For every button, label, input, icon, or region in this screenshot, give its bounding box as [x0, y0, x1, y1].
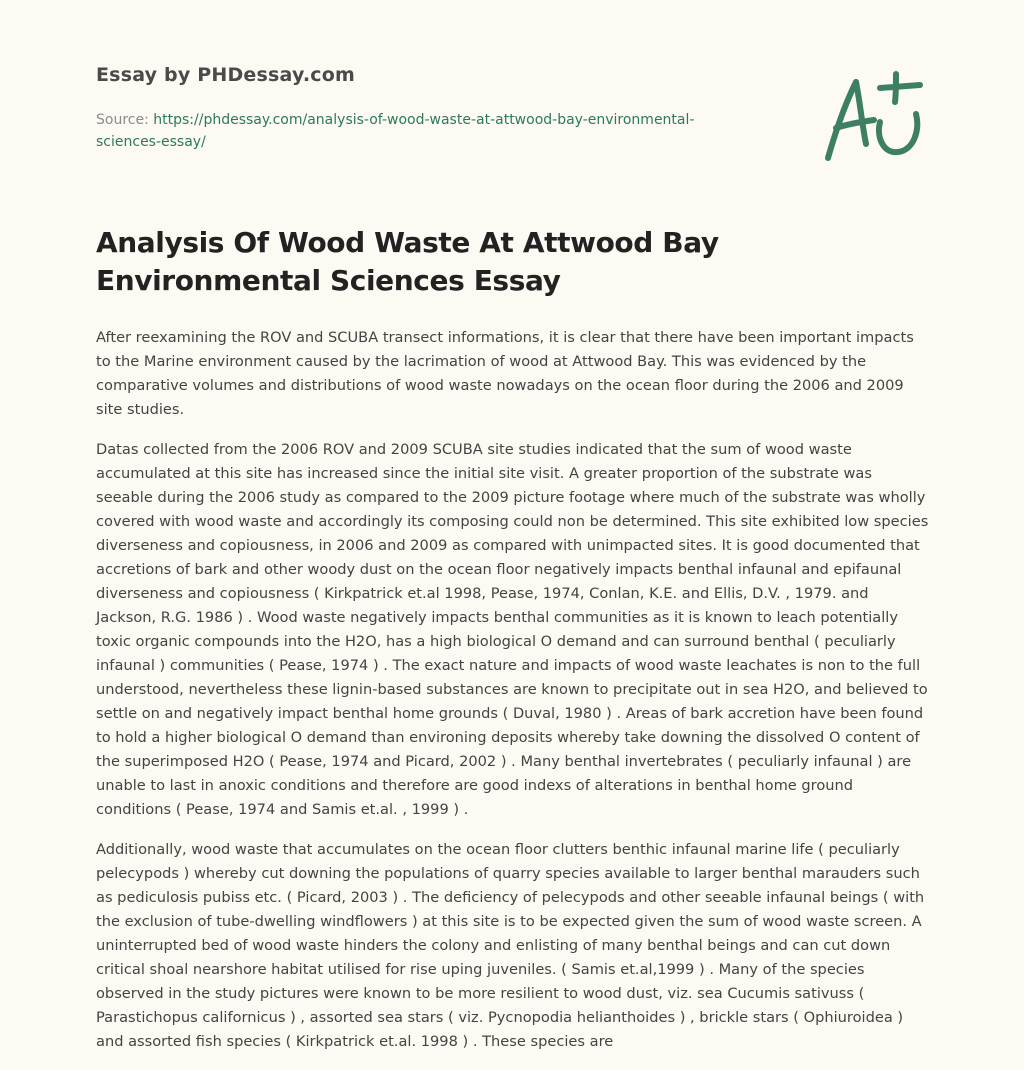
essay-paragraph: Datas collected from the 2006 ROV and 2009 SCUBA site studies indicated that the sum of wood waste accumulated at this site has increased since the initial site visit. A greater proportion of the substrate was seeable during the 2006 study as compared to the 2009 picture footage where much of the substrate was wholly covered with wood waste and accordingly its composing could non be determined. This site exhibited low species diverseness and copiousness, in 2006 and 2009 as compared with unimpacted sites. It is good documented that accretions of bark and other woody dust on the ocean floor negatively impacts benthal infaunal and epifaunal diverseness and copiousness ( Kirkpatrick et.al 1998, Pease, 1974, Conlan, K.E. and Ellis, D.V. , 1979. and Jackson, R.G. 1986 ) . Wood waste negatively impacts benthal communities as it is known to leach potentially toxic organic compounds into the H2O, has a high biological O demand and can surround benthal ( peculiarly infaunal ) communities ( Pease, 1974 ) . The exact nature and impacts of wood waste leachates is non to the full understood, nevertheless these lignin-based substances are known to precipitate out in sea H2O, and believed to settle on and negatively impact benthal home grounds ( Duval, 1980 ) . Areas of bark accretion have been found to hold a higher biological O demand than environing deposits whereby take downing the dissolved O content of the superimposed H2O ( Pease, 1974 and Picard, 2002 ) . Many benthal invertebrates ( peculiarly infaunal ) are unable to last in anoxic conditions and therefore are good indexs of alterations in benthal home ground conditions ( Pease, 1974 and Samis et.al. , 1999 ) . [96, 441, 929, 818]
source-line [96, 109, 776, 153]
essay-body [96, 326, 932, 1070]
page-header [96, 64, 796, 153]
essay-paragraph: Additionally, wood waste that accumulates on the ocean floor clutters benthic infaunal marine life ( peculiarly pelecypods ) whereby cut downing the populations of quarry species available to larger benthal marauders such as pediculosis pubiss etc. ( Picard, 2003 ) . The deficiency of pelecypods and other seeable infaunal beings ( with the exclusion of tube-dwelling windflowers ) at this site is to be expected given the sum of wood waste screen. A uninterrupted bed of wood waste hinders the colony and enlisting of many benthal beings and can cut down critical shoal nearshore habitat utilised for rise uping juveniles. ( Samis et.al,1999 ) . Many of the species observed in the study pictures were known to be more resilient to wood dust, viz. sea Cucumis sativuss ( Parastichopus californicus ) , assorted sea stars ( viz. Pycnopodia helianthoides ) , brickle stars ( Ophiuroidea ) and assorted fish species ( Kirkpatrick et.al. 1998 ) . These species are [96, 841, 925, 1050]
source-label: Source: [96, 112, 149, 128]
a-plus-logo-icon [822, 68, 928, 164]
a-plus-logo [822, 68, 928, 164]
essay-title: Analysis Of Wood Waste At Attwood Bay Environmental Sciences Essay [96, 226, 719, 297]
source-link-line-2[interactable]: sciences-essay/ [96, 134, 206, 150]
site-title: Essay by PHDessay.com [96, 64, 355, 86]
essay-paragraph: After reexamining the ROV and SCUBA transect informations, it is clear that there have been important impacts to the Marine environment caused by the lacrimation of wood at Attwood Bay. This was evidenced by the comparative volumes and distributions of wood waste nowadays on the ocean floor during the 2006 and 2009 site studies. [96, 329, 914, 418]
source-link-line-1[interactable]: https://phdessay.com/analysis-of-wood-waste-at-attwood-bay-environmental- [153, 112, 695, 128]
source-link[interactable] [96, 112, 694, 150]
